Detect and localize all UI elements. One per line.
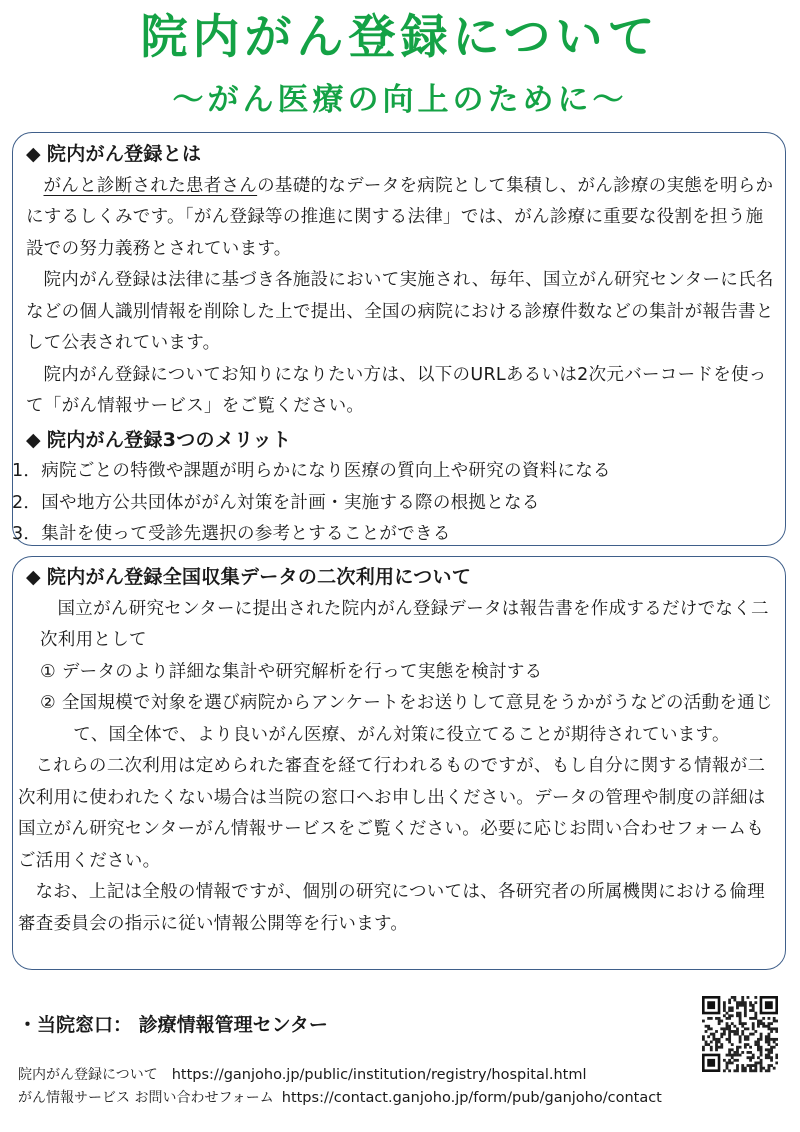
link-row: [18, 1064, 662, 1087]
section-heading: [26, 139, 778, 171]
contact-label: ・当院窓口：: [18, 1014, 133, 1036]
contact-value: 診療情報管理センター: [138, 1014, 328, 1036]
page-subtitle: 〜がん医療の向上のために〜: [172, 82, 628, 118]
list-item: 1．病院ごとの特徴や課題が明らかになり医療の質向上や研究の資料になる: [12, 461, 611, 481]
section-heading: [26, 562, 778, 594]
list-item: ② 全国規模で対象を選び病院からアンケートをお送りして意見をうかがうなどの活動を通じて、国全体で、より良いがん医療、がん対策に役立てることが期待されています。: [40, 693, 773, 745]
paragraph: 国立がん研究センターに提出された院内がん登録データは報告書を作成するだけでなく二次利用として: [40, 598, 769, 650]
link-label: 院内がん登録について: [18, 1067, 158, 1083]
section-heading: [26, 425, 778, 457]
registry-link[interactable]: https://ganjoho.jp/public/institution/registry/hospital.html: [171, 1067, 587, 1083]
paragraph: なお、上記は全般の情報ですが、個別の研究については、各研究者の所属機関における倫理審査委員会の指示に従い情報公開等を行います。: [18, 882, 765, 934]
paragraph: 院内がん登録についてお知りになりたい方は、以下のURLあるいは2次元バーコードを使って「がん情報サービス」をご覧ください。: [26, 364, 767, 416]
link-row: [18, 1087, 662, 1110]
qr-code-icon[interactable]: [702, 996, 778, 1076]
list-item: 3．集計を使って受診先選択の参考とすることができる: [12, 524, 451, 544]
section-registry-overview: [12, 139, 778, 551]
heading-text: 院内がん登録全国収集データの二次利用について: [46, 566, 472, 588]
heading-text: 院内がん登録とは: [46, 143, 202, 165]
link-label: がん情報サービス お問い合わせフォーム: [18, 1090, 274, 1106]
diamond-bullet-icon: ◆: [26, 428, 41, 451]
diamond-bullet-icon: ◆: [26, 143, 41, 165]
heading-text: 院内がん登録3つのメリット: [46, 428, 292, 451]
paragraph-text: の基礎的なデータを病院として集積し、がん診療の実態を明らかにするしくみです。「がん登録等の推進に関する法律」では、がん診療に重要な役割を担う施設での努力義務とされています。: [26, 175, 774, 259]
paragraph: [26, 171, 778, 266]
reference-links: [18, 1064, 662, 1110]
paragraph: 院内がん登録は法律に基づき各施設において実施され、毎年、国立がん研究センターに氏名などの個人識別情報を削除した上で提出、全国の病院における診療件数などの集計が報告書として公表されています。: [26, 270, 774, 353]
list-item: 2．国や地方公共団体ががん対策を計画・実施する際の根拠となる: [12, 492, 540, 513]
underlined-phrase: がんと診断された患者さん: [43, 175, 258, 196]
paragraph: これらの二次利用は定められた審査を経て行われるものですが、もし自分に関する情報が二次利用に使われたくない場合は当院の窓口へお申し出ください。データの管理や制度の詳細は国立がん研究センターがん情報サービスをご覧ください。必要に応じお問い合わせフォームもご活用ください。: [18, 756, 766, 871]
diamond-bullet-icon: ◆: [26, 566, 41, 588]
contact-form-link[interactable]: https://contact.ganjoho.jp/form/pub/ganjoho/contact: [281, 1090, 662, 1106]
page-title: 院内がん登録について: [140, 10, 660, 65]
contact-window: [18, 1010, 328, 1037]
list-item: ① データのより詳細な集計や研究解析を行って実態を検討する: [40, 661, 543, 682]
section-secondary-use: [18, 562, 778, 940]
